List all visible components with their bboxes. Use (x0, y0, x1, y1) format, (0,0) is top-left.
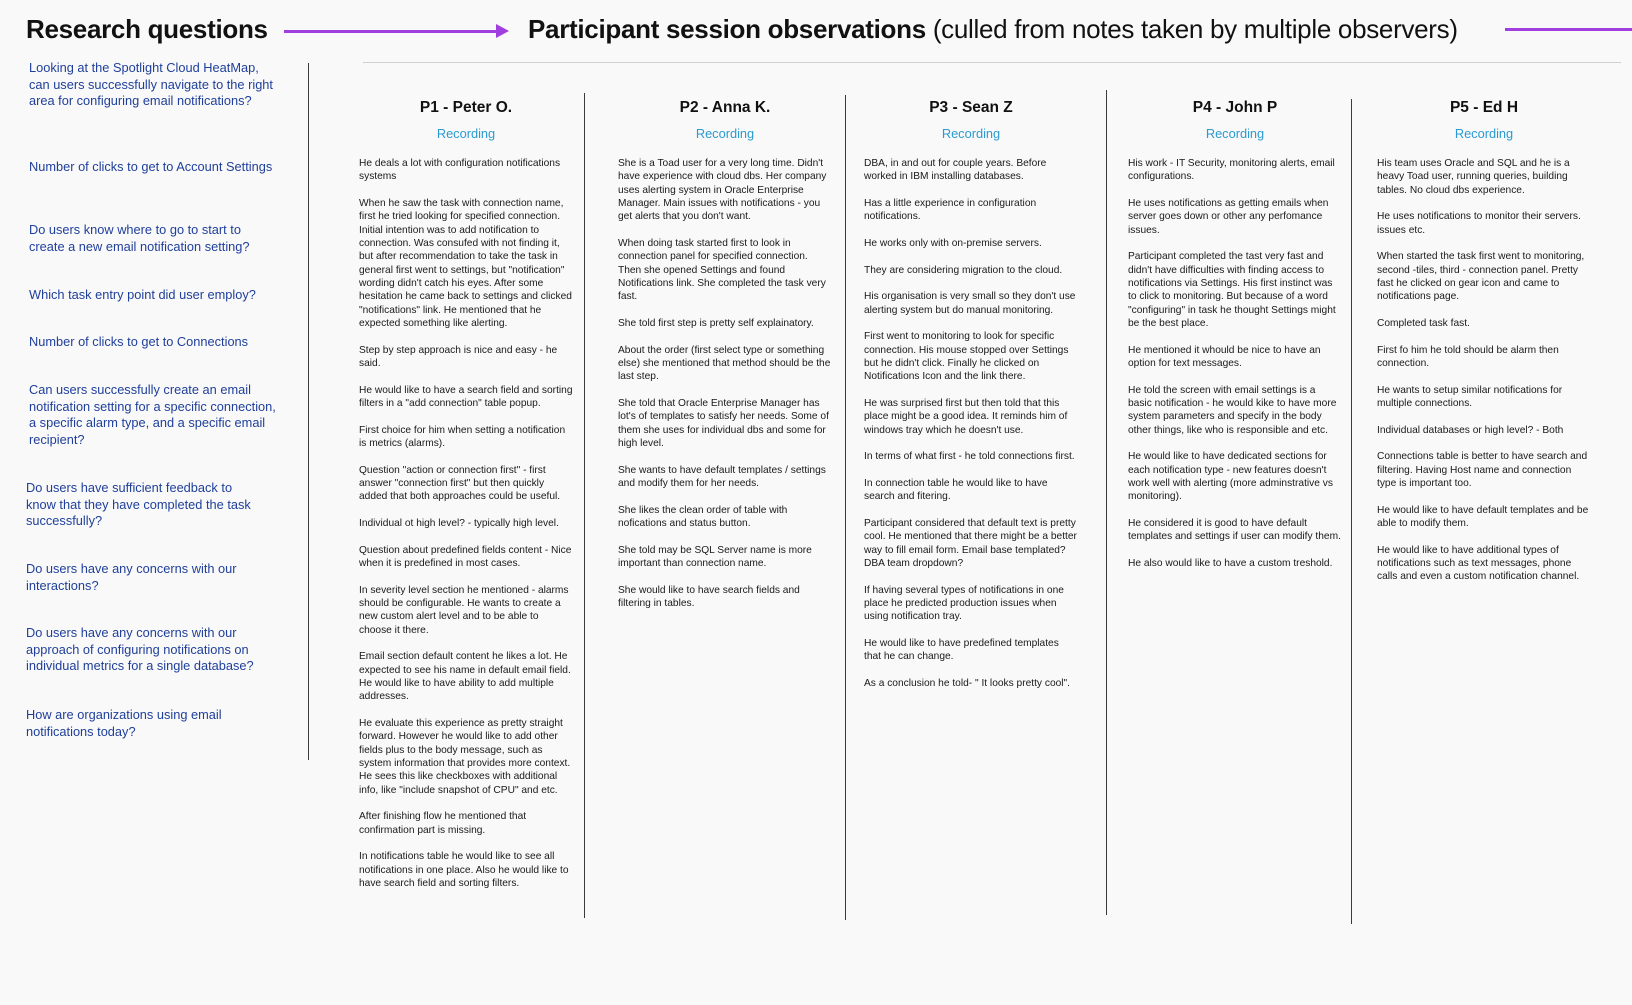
note-item: Has a little experience in configuration notifications. (864, 197, 1037, 223)
participant-column-p3 (864, 98, 1078, 703)
note-item: If having several types of notifications in one place he predicted production issues when using notification tray. (864, 584, 1064, 623)
arrow-continuation-line (1505, 28, 1632, 31)
note-item: Participant considered that default text is pretty cool. He mentioned that there might be a better way to fill email form. Email base templated? DBA team dropdown? (864, 517, 1077, 569)
note-item: They are considering migration to the cloud. (864, 264, 1063, 276)
note-item: He uses notifications to monitor their servers. issues etc. (1377, 211, 1581, 236)
arrow-right-icon (496, 24, 509, 38)
note-item: In connection table he would like to have search and fitering. (864, 477, 1048, 503)
note-item: He considered it is good to have default templates and settings if user can modify them. (1128, 518, 1341, 543)
participant-column-p1 (359, 98, 573, 904)
question-item: Number of clicks to get to Connections (29, 334, 249, 349)
participant-name: P1 - Peter O. (419, 99, 513, 116)
note-item: He works only with on-premise servers. (864, 237, 1042, 249)
participant-name: P4 - John P (1192, 99, 1278, 116)
column-divider (584, 93, 585, 918)
note-item: About the order (first select type or something else) she mentioned that method should be the last step. (618, 344, 831, 383)
note-item: He told the screen with email settings is a basic notification - he would kike to have more system parameters and specify in the body other things, like who is responsible and etc. (1128, 384, 1337, 436)
note-item: She told may be SQL Server name is more important than connection name. (618, 544, 812, 569)
recording-link[interactable]: Recording (941, 126, 1001, 141)
participant-notes (864, 157, 1078, 690)
note-item: He deals a lot with configuration notifications systems (359, 158, 561, 183)
note-item: He mentioned it whould be nice to have an option for text messages. (1128, 344, 1321, 370)
note-item: He evaluate this experience as pretty straight forward. However he would like to add other fields plus to the body message, such as system information that provides more context. He sees this like checkboxes with additional info, like "include snapshot of CPU" and etc. (359, 717, 571, 796)
note-item: Individual databases or high level? - Both (1377, 424, 1564, 436)
note-item: First choice for him when setting a notification is metrics (alarms). (359, 424, 566, 450)
question-item: Do users have any concerns with our interactions? (26, 561, 237, 593)
note-item: His work - IT Security, monitoring alerts, email configurations. (1128, 158, 1335, 183)
note-item: He would like to have additional types of notifications such as text messages, phone calls and even a custom notification channel. (1377, 544, 1580, 583)
note-item: Email section default content he likes a lot. He expected to see his name in default email field. He would like to have ability to add multiple addresses. (359, 651, 571, 703)
note-item: When he saw the task with connection name, first he tried looking for specified connection. Initial intention was to add notification to connection. Was consufed with not finding it, but after recommendation to take the task in general first went to settings, but "notification" wording didn't catch his eyes. After some hesitation he came back to settings and clicked "notifications" link. He mentioned that he expected something like alerting. (359, 197, 572, 330)
note-item: He would like to have dedicated sections for each notification type - new features doesn't work well with alerting (more adminstrative vs monitoring). (1128, 451, 1333, 503)
question-item: How are organizations using email notifications today? (26, 707, 222, 739)
note-item: She wants to have default templates / settings and modify them for her needs. (618, 464, 826, 490)
note-item: He would like to have predefined templates that he can change. (864, 637, 1059, 663)
column-divider (308, 63, 309, 760)
column-divider (1351, 99, 1352, 924)
note-item: Step by step approach is nice and easy - he said. (359, 344, 558, 370)
note-item: Question about predefined fields content - Nice when it is predefined in most cases. (359, 544, 572, 569)
column-divider (845, 95, 846, 920)
participant-notes (1377, 157, 1591, 584)
note-item: He would like to have default templates and be able to modify them. (1377, 504, 1589, 529)
participant-column-p5 (1377, 98, 1591, 597)
note-item: She told first step is pretty self explainatory. (618, 318, 814, 330)
note-item: As a conclusion he told- " It looks pretty cool". (864, 677, 1070, 689)
note-item: He would like to have a search field and sorting filters in a "add connection" table popup. (359, 384, 573, 410)
note-item: Individual ot high level? - typically high level. (359, 518, 559, 529)
recording-link[interactable]: Recording (1454, 126, 1514, 141)
note-item: When doing task started first to look in connection panel for specified connection. Then she opened Settings and found Notifications link. She completed the task very fast. (618, 238, 826, 303)
note-item: After finishing flow he mentioned that confirmation part is missing. (359, 811, 527, 836)
participant-name: P5 - Ed H (1449, 99, 1519, 116)
question-item: Do users know where to go to start to create a new email notification setting? (29, 222, 250, 254)
note-item: DBA, in and out for couple years. Before worked in IBM installing databases. (864, 158, 1047, 183)
note-item: In severity level section he mentioned - alarms should be configurable. He wants to create a new custom alert level and to be able to choose it there. (359, 584, 569, 636)
participant-column-p4 (1128, 98, 1342, 584)
note-item: He also would like to have a custom treshold. (1128, 557, 1333, 569)
note-item: She is a Toad user for a very long time. Didn't have experience with cloud dbs. Her company uses alerting system in Oracle Enterprise Manager. Main issues with notifications - you get alerts that you don't want. (618, 158, 827, 223)
note-item: He was surprised first but then told that this place might be a good idea. It reminds him of windows tray which he doesn't use. (864, 397, 1068, 436)
note-item: She would like to have search fields and filtering in tables. (618, 584, 800, 609)
note-item: Completed task fast. (1377, 317, 1470, 329)
recording-link[interactable]: Recording (695, 126, 755, 141)
question-item: Do users have any concerns with our approach of configuring notifications on individual metrics for a single database? (26, 625, 254, 674)
note-item: Participant completed the tast very fast and didn't have difficulties with finding access to notifications via Settings. His first instinct was to click to monitoring. But because of a word "configuring" in task he thought Settings might be the best place. (1128, 251, 1336, 330)
note-item: In notifications table he would like to see all notifications in one place. Also he would like to have search field and sorting filters. (359, 851, 569, 889)
note-item: Question "action or connection first" - first answer "connection first" but then quickly added that both approaches could be useful. (359, 464, 561, 503)
note-item: His team uses Oracle and SQL and he is a heavy Toad user, running queries, building tables. No cloud dbs experience. (1377, 158, 1570, 196)
question-item: Looking at the Spotlight Cloud HeatMap, can users successfully navigate to the right area for configuring email notifications? (29, 60, 273, 109)
participant-column-p2 (618, 98, 832, 624)
participant-notes (1128, 157, 1342, 570)
participant-notes (359, 157, 573, 890)
participant-name: P2 - Anna K. (679, 99, 771, 116)
header-divider (363, 62, 1621, 63)
recording-link[interactable]: Recording (436, 126, 496, 141)
note-item: She likes the clean order of table with nofications and status button. (618, 504, 788, 529)
research-questions-title: Research questions (26, 14, 268, 44)
question-item: Do users have sufficient feedback to know that they have completed the task successfully? (26, 480, 251, 529)
question-item: Which task entry point did user employ? (29, 287, 256, 302)
participant-name: P3 - Sean Z (929, 99, 1013, 116)
note-item: First fo him he told should be alarm then connection. (1377, 344, 1559, 369)
note-item: She told that Oracle Enterprise Manager has lot's of templates to satisfy her needs. Some of them she uses for individual dbs and some for high level. (618, 398, 829, 450)
observations-title-main: Participant session observations (528, 14, 926, 44)
arrow-right-line (284, 30, 502, 33)
observations-title-subtitle: (culled from notes taken by multiple observers) (932, 14, 1458, 44)
question-item: Number of clicks to get to Account Settings (29, 159, 273, 174)
note-item: In terms of what first - he told connections first. (864, 451, 1075, 463)
note-item: His organisation is very small so they don't use alerting system but do manual monitoring. (864, 291, 1076, 316)
note-item: He uses notifications as getting emails when server goes down or other any perfomance issues. (1128, 197, 1329, 236)
note-item: He wants to setup similar notifications for multiple connections. (1377, 384, 1563, 409)
column-divider (1106, 90, 1107, 915)
question-item: Can users successfully create an email notification setting for a specific connection, a specific alarm type, and a specific email recipient? (29, 382, 276, 447)
note-item: Connections table is better to have search and filtering. Having Host name and connection type is important too. (1377, 451, 1588, 489)
note-item: When started the task first went to monitoring, second -tiles, third - connection panel. Pretty fast he clicked on gear icon and came to notifications page. (1377, 251, 1585, 303)
observations-title (528, 14, 1458, 45)
note-item: First went to monitoring to look for specific connection. His mouse stopped over Settings but he didn't click. Finally he clicked on Notifications Icon and the link there. (864, 331, 1069, 383)
participant-notes (618, 157, 832, 610)
recording-link[interactable]: Recording (1205, 126, 1265, 141)
